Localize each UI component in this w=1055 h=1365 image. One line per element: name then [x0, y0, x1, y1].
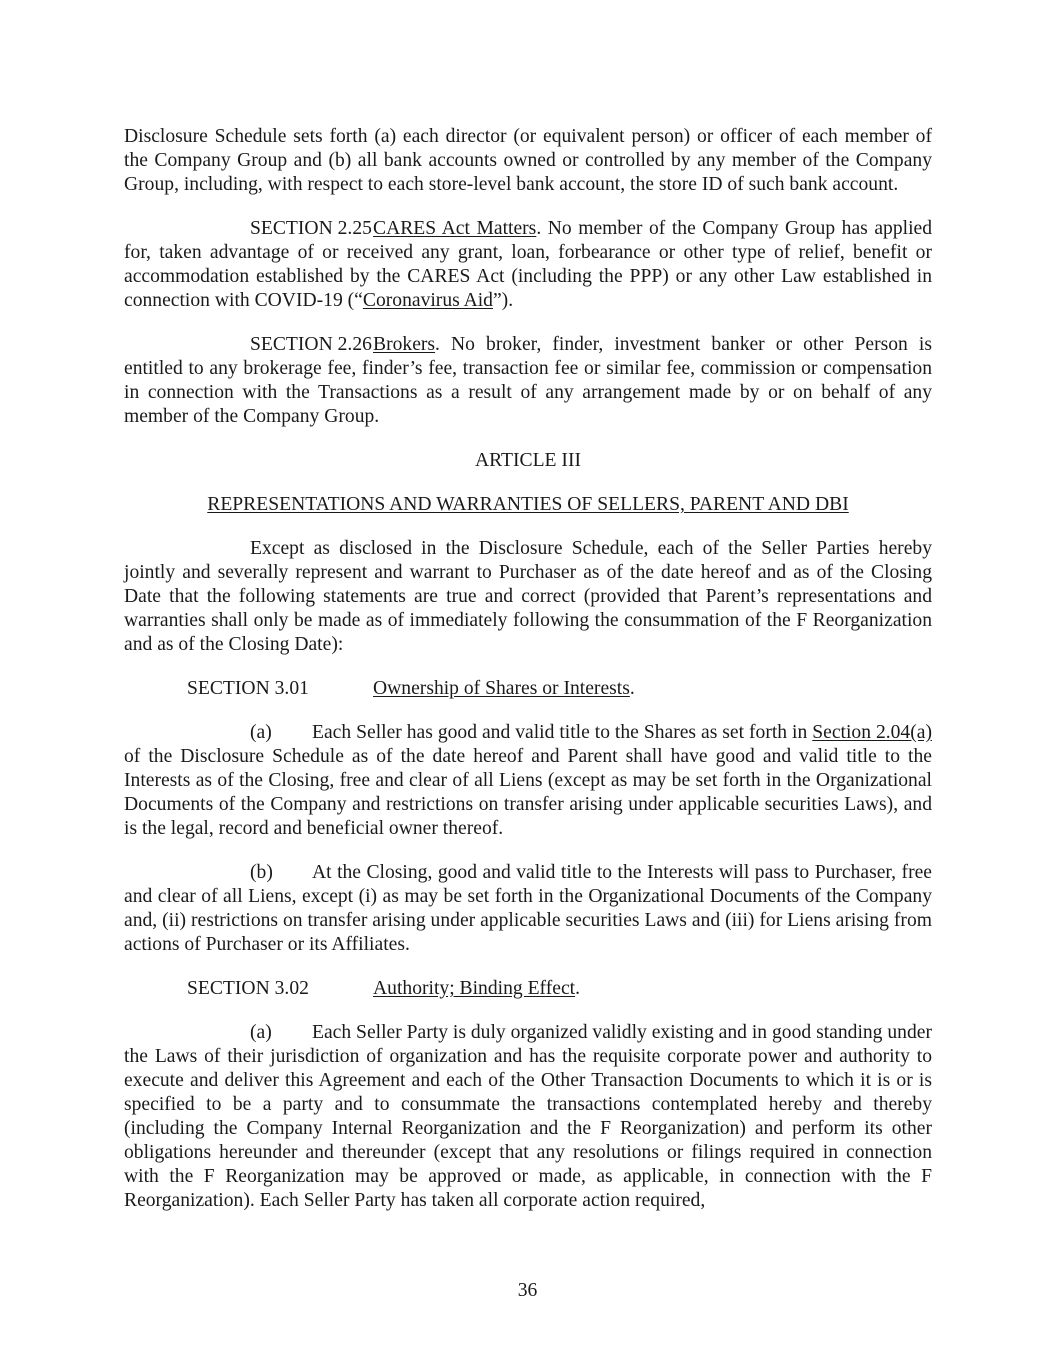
- section-number: SECTION 3.02: [187, 978, 309, 999]
- article-title: [124, 493, 932, 517]
- section-text-end: ”).: [492, 290, 514, 311]
- section-title-end: .: [575, 978, 580, 999]
- section-3-01-a: [124, 721, 932, 841]
- document-page: [124, 125, 932, 1233]
- section-number: SECTION 2.26: [250, 334, 372, 355]
- defined-term: Coronavirus Aid: [362, 290, 493, 311]
- section-text: . No broker, finder, investment banker or other Person is entitled to any brokerage fee, finder’s fee, transaction fee or similar fee, commission or compensation in connection with the Transactions as a result of any arrangement made by or on behalf of any member of the Company Group.: [124, 334, 932, 427]
- article-title-text: REPRESENTATIONS AND WARRANTIES OF SELLERS, PARENT AND DBI: [207, 494, 849, 515]
- section-3-02-heading: [124, 977, 932, 1001]
- section-2-26: [124, 333, 932, 429]
- section-number: SECTION 2.25: [250, 218, 372, 239]
- subsection-label: (a): [250, 1022, 272, 1043]
- continuation-paragraph: Disclosure Schedule sets forth (a) each director (or equivalent person) or officer of each member of the Company Group and (b) all bank accounts owned or controlled by any member of the Company Group, including, with respect to each store-level bank account, the store ID of such bank account.: [124, 126, 932, 195]
- section-3-01-b: [124, 861, 932, 957]
- subsection-label: (a): [250, 722, 272, 743]
- section-title: CARES Act Matters: [373, 218, 537, 239]
- subsection-label: (b): [250, 862, 273, 883]
- section-2-25: [124, 217, 932, 313]
- subsection-text: Each Seller has good and valid title to the Shares as set forth in: [312, 722, 813, 743]
- article-intro: Except as disclosed in the Disclosure Schedule, each of the Seller Parties hereby jointly and severally represent and warrant to Purchaser as of the date hereof and as of the Closing Date that the following statements are true and correct (provided that Parent’s representations and warranties shall only be made as of immediately following the consummation of the F Reorganization and as of the Closing Date):: [124, 538, 932, 655]
- section-title: Brokers: [373, 334, 436, 355]
- section-3-02-a: [124, 1021, 932, 1213]
- cross-reference: Section 2.04(a): [812, 722, 932, 743]
- subsection-text: At the Closing, good and valid title to the Interests will pass to Purchaser, free and clear of all Liens, except (i) as may be set forth in the Organizational Documents of the Company and, (ii) restrictions on transfer arising under applicable securities Laws and (iii) for Liens arising from actions of Purchaser or its Affiliates.: [124, 862, 932, 955]
- section-title: Authority; Binding Effect: [373, 978, 576, 999]
- section-text: . No member of the Company Group has applied for, taken advantage of or received any grant, loan, forbearance or other type of relief, benefit or accommodation established by the CARES Act (including the PPP) or any other Law established in connection with COVID-19 (“: [124, 218, 932, 311]
- subsection-text: Each Seller Party is duly organized validly existing and in good standing under the Laws of their jurisdiction of organization and has the requisite corporate power and authority to execute and deliver this Agreement and each of the Other Transaction Documents to which it is or is specified to be a party and to consummate the transactions contemplated hereby and thereby (including the Company Internal Reorganization and the F Reorganization) and perform its other obligations hereunder and thereunder (except that any resolutions or filings required in connection with the F Reorganization may be approved or made, as applicable, in connection with the F Reorganization). Each Seller Party has taken all corporate action required,: [124, 1022, 932, 1211]
- page-number: 36: [517, 1280, 538, 1301]
- article-number: ARTICLE III: [474, 450, 581, 471]
- section-3-01-heading: [124, 677, 932, 701]
- section-title: Ownership of Shares or Interests: [373, 678, 630, 699]
- subsection-text-end: of the Disclosure Schedule as of the date hereof and Parent shall have good and valid title to the Interests as of the Closing, free and clear of all Liens (except as may be set forth in the Organizational Documents of the Company and restrictions on transfer arising under applicable securities Laws), and is the legal, record and beneficial owner thereof.: [124, 746, 932, 839]
- section-number: SECTION 3.01: [187, 678, 309, 699]
- section-title-end: .: [629, 678, 635, 699]
